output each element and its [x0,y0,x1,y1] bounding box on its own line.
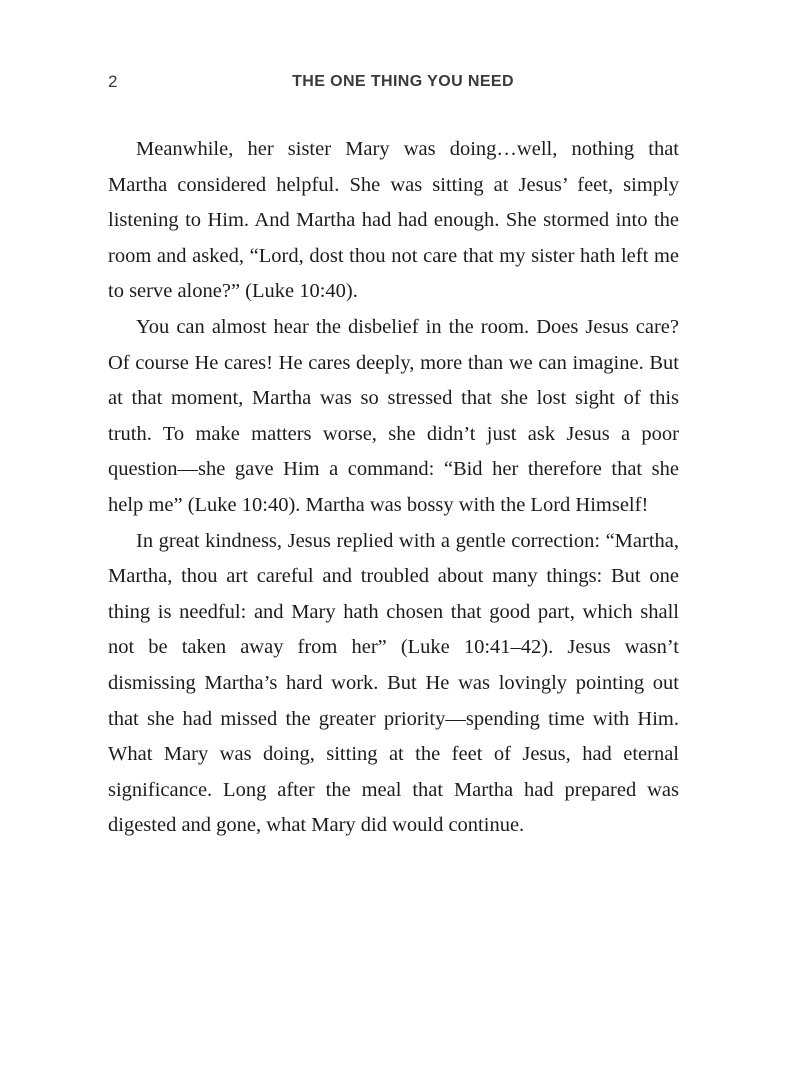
paragraph-1: Meanwhile, her sister Mary was doing…well, nothing that Martha considered helpful. She was sitting at Jesus’ feet, simply listening to Him. And Martha had had enough. She stormed into the room and asked, “Lord, dost thou not care that my sister hath left me to serve alone?” (Luke 10:40). [108,138,679,303]
paragraph-3: In great kindness, Jesus replied with a gentle correction: “Martha, Martha, thou art careful and troubled about many things: But one thing is needful: and Mary hath chosen that good part, which shall not be taken away from her” (Luke 10:41–42). Jesus wasn’t dismissing Martha’s hard work. But He was lovingly pointing out that she had missed the greater priority—spending time with Him. What Mary was doing, sitting at the feet of Jesus, had eternal significance. Long after the meal that Martha had prepared was digested and gone, what Mary did would continue. [108,529,679,837]
running-head: THE ONE THING YOU NEED [292,73,514,90]
paragraph-2: You can almost hear the disbelief in the room. Does Jesus care? Of course He cares! He cares deeply, more than we can imagine. But at that moment, Martha was so stressed that she lost sight of this truth. To make matters worse, she didn’t just ask Jesus a poor question—she gave Him a command: “Bid her therefore that she help me” (Luke 10:40). Martha was bossy with the Lord Himself! [108,315,679,516]
page-number: 2 [108,72,118,91]
body-text [108,132,679,844]
